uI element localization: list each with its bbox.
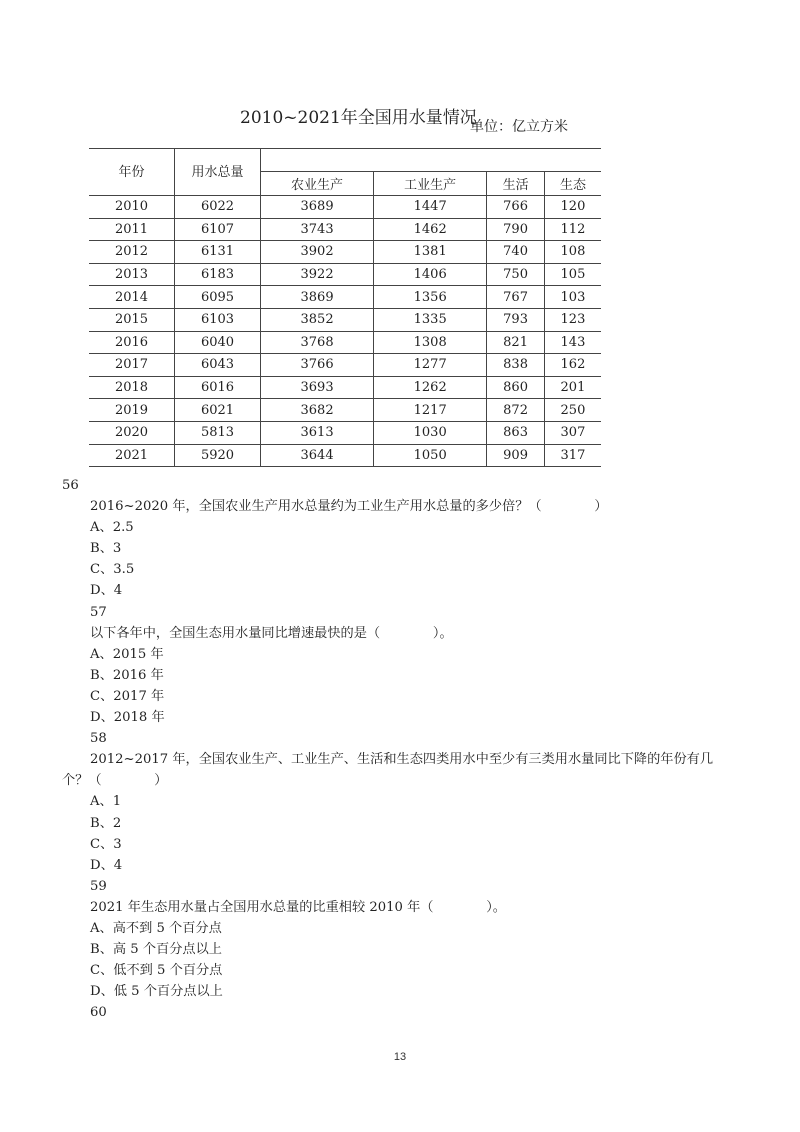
cell-industry: 1262 — [374, 376, 487, 399]
cell-life: 793 — [487, 308, 545, 331]
cell-eco: 307 — [544, 421, 601, 444]
cell-industry: 1381 — [374, 241, 487, 264]
header-year: 年份 — [89, 149, 175, 196]
cell-year: 2011 — [89, 218, 175, 241]
option-c: C、低不到 5 个百分点 — [90, 963, 223, 979]
cell-life: 767 — [487, 286, 545, 309]
cell-eco: 120 — [544, 196, 601, 219]
table-row — [89, 399, 601, 422]
question-text-continued: 个？（ ） — [62, 773, 168, 789]
cell-year: 2014 — [89, 286, 175, 309]
cell-life: 909 — [487, 444, 545, 467]
table-row — [89, 263, 601, 286]
cell-year: 2016 — [89, 331, 175, 354]
cell-total: 6022 — [175, 196, 261, 219]
table-row — [89, 241, 601, 264]
cell-eco: 317 — [544, 444, 601, 467]
cell-industry: 1356 — [374, 286, 487, 309]
cell-eco: 103 — [544, 286, 601, 309]
water-usage-table — [89, 148, 601, 467]
header-eco: 生态 — [544, 172, 601, 196]
cell-eco: 105 — [544, 263, 601, 286]
table-row — [89, 354, 601, 377]
cell-total: 6016 — [175, 376, 261, 399]
question-text: 2016~2020 年，全国农业生产用水总量约为工业生产用水总量的多少倍？（ ） — [90, 499, 608, 515]
cell-agri: 3768 — [261, 331, 374, 354]
option-a: A、2015 年 — [90, 646, 164, 662]
cell-eco: 108 — [544, 241, 601, 264]
cell-eco: 143 — [544, 331, 601, 354]
header-life: 生活 — [487, 172, 545, 196]
page-number: 13 — [393, 1051, 407, 1063]
cell-year: 2010 — [89, 196, 175, 219]
cell-total: 6095 — [175, 286, 261, 309]
option-a: A、1 — [90, 794, 122, 810]
cell-life: 860 — [487, 376, 545, 399]
cell-life: 838 — [487, 354, 545, 377]
option-d: D、低 5 个百分点以上 — [90, 984, 223, 1000]
cell-year: 2021 — [89, 444, 175, 467]
cell-industry: 1308 — [374, 331, 487, 354]
question-text: 2012~2017 年，全国农业生产、工业生产、生活和生态四类用水中至少有三类用水量同比下降的年份有几 — [90, 752, 714, 768]
cell-eco: 162 — [544, 354, 601, 377]
option-a: A、2.5 — [90, 520, 134, 536]
cell-industry: 1217 — [374, 399, 487, 422]
table-row — [89, 308, 601, 331]
table-row — [89, 421, 601, 444]
cell-total: 5813 — [175, 421, 261, 444]
header-agri: 农业生产 — [261, 172, 374, 196]
table-row — [89, 444, 601, 467]
option-d: D、4 — [90, 857, 123, 873]
question-number: 56 — [62, 478, 79, 493]
cell-eco: 123 — [544, 308, 601, 331]
option-b: B、2 — [90, 815, 122, 831]
question-text: 以下各年中，全国生态用水量同比增速最快的是（ ）。 — [90, 625, 453, 641]
cell-agri: 3689 — [261, 196, 374, 219]
question-number: 57 — [90, 604, 107, 620]
cell-agri: 3902 — [261, 241, 374, 264]
cell-life: 863 — [487, 421, 545, 444]
cell-agri: 3682 — [261, 399, 374, 422]
cell-life: 821 — [487, 331, 545, 354]
cell-total: 6043 — [175, 354, 261, 377]
cell-life: 766 — [487, 196, 545, 219]
table-row — [89, 218, 601, 241]
cell-industry: 1406 — [374, 263, 487, 286]
cell-total: 6040 — [175, 331, 261, 354]
cell-industry: 1050 — [374, 444, 487, 467]
question-number: 59 — [90, 878, 107, 894]
option-b: B、高 5 个百分点以上 — [90, 942, 222, 958]
cell-agri: 3644 — [261, 444, 374, 467]
option-c: C、3.5 — [90, 562, 135, 578]
cell-agri: 3922 — [261, 263, 374, 286]
cell-total: 6103 — [175, 308, 261, 331]
cell-year: 2018 — [89, 376, 175, 399]
cell-year: 2012 — [89, 241, 175, 264]
cell-year: 2020 — [89, 421, 175, 444]
header-total: 用水总量 — [175, 149, 261, 196]
cell-year: 2019 — [89, 399, 175, 422]
cell-year: 2017 — [89, 354, 175, 377]
option-c: C、3 — [90, 836, 122, 852]
cell-total: 6183 — [175, 263, 261, 286]
option-d: D、2018 年 — [90, 710, 165, 726]
cell-total: 6021 — [175, 399, 261, 422]
table-row — [89, 376, 601, 399]
cell-total: 6131 — [175, 241, 261, 264]
cell-life: 790 — [487, 218, 545, 241]
cell-industry: 1462 — [374, 218, 487, 241]
question-list — [62, 475, 782, 1023]
table-body — [89, 196, 601, 467]
cell-industry: 1447 — [374, 196, 487, 219]
unit-label: 单位：亿立方米 — [470, 119, 568, 135]
option-d: D、4 — [90, 583, 123, 599]
option-c: C、2017 年 — [90, 688, 165, 704]
cell-agri: 3743 — [261, 218, 374, 241]
cell-eco: 112 — [544, 218, 601, 241]
table-row — [89, 286, 601, 309]
header-spacer — [261, 149, 602, 172]
cell-life: 750 — [487, 263, 545, 286]
table-title: 2010~2021年全国用水量情况 — [240, 108, 477, 128]
cell-year: 2015 — [89, 308, 175, 331]
option-a: A、高不到 5 个百分点 — [90, 920, 222, 936]
cell-total: 5920 — [175, 444, 261, 467]
question-number: 58 — [90, 731, 107, 747]
cell-industry: 1277 — [374, 354, 487, 377]
cell-life: 872 — [487, 399, 545, 422]
option-b: B、3 — [90, 541, 122, 557]
cell-eco: 250 — [544, 399, 601, 422]
cell-agri: 3766 — [261, 354, 374, 377]
cell-total: 6107 — [175, 218, 261, 241]
table-row — [89, 196, 601, 219]
option-b: B、2016 年 — [90, 667, 164, 683]
cell-year: 2013 — [89, 263, 175, 286]
table-row — [89, 331, 601, 354]
cell-life: 740 — [487, 241, 545, 264]
cell-agri: 3613 — [261, 421, 374, 444]
cell-agri: 3693 — [261, 376, 374, 399]
cell-industry: 1335 — [374, 308, 487, 331]
question-number: 60 — [90, 1005, 107, 1021]
cell-eco: 201 — [544, 376, 601, 399]
cell-industry: 1030 — [374, 421, 487, 444]
cell-agri: 3852 — [261, 308, 374, 331]
cell-agri: 3869 — [261, 286, 374, 309]
header-industry: 工业生产 — [374, 172, 487, 196]
question-text: 2021 年生态用水量占全国用水总量的比重相较 2010 年（ ）。 — [90, 899, 506, 915]
